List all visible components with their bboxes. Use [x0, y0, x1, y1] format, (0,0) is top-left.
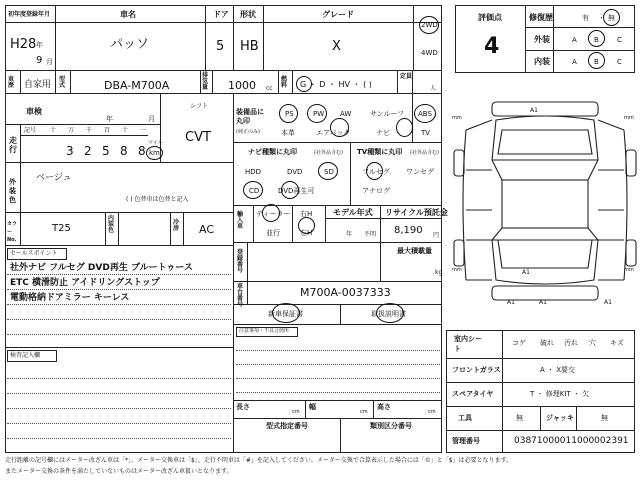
line: [5, 212, 233, 213]
equip-abs: ABS: [418, 110, 432, 118]
line: [340, 418, 341, 453]
body-type: HB: [240, 39, 259, 54]
tv-fullseg: フルセグ: [362, 168, 390, 176]
drive-2wd: 2WD: [421, 21, 438, 29]
line: [525, 5, 526, 73]
interior-label: 内装: [534, 57, 550, 66]
mileage-digit: 2: [84, 144, 92, 158]
circle-mark: [330, 118, 349, 137]
line: [7, 334, 231, 335]
line: [325, 205, 326, 242]
line: [183, 212, 184, 245]
repair-label: 修復歴: [529, 13, 553, 22]
model-year-label: モデル年式: [333, 208, 373, 217]
type-no-label: 型式指定番号: [266, 422, 308, 430]
line: [7, 274, 231, 275]
steer-right: 右H: [300, 210, 313, 218]
capacity-unit: 人: [430, 85, 437, 92]
sales-line-2: ETC 横滑防止 アイドリングストップ: [10, 278, 160, 288]
mm-label-2: mm: [624, 115, 634, 121]
line: [5, 124, 160, 125]
tv-oneseg: ワンセグ: [406, 168, 434, 176]
navi-hdd: HDD: [245, 168, 262, 176]
line: [292, 70, 293, 93]
score-label: 評価点: [478, 13, 502, 22]
steer-left: 左H: [300, 229, 313, 237]
circle-mark: [146, 146, 163, 160]
circle-mark: [262, 204, 280, 222]
line: [278, 70, 279, 93]
run-label: 走行: [9, 136, 17, 154]
line: [236, 350, 440, 351]
import-dealer: ディーラー: [256, 210, 291, 218]
damage-mark-3: A1: [522, 269, 530, 276]
repair-yes: 有: [582, 14, 589, 22]
line: [55, 5, 56, 70]
line: [233, 142, 442, 143]
circle-mark: [396, 118, 413, 137]
repair-no: 無: [608, 14, 615, 22]
sales-line-3: 電動格納ドアミラー キーレス: [10, 293, 130, 303]
drive-4wd: 4WD: [421, 49, 438, 57]
width-unit: cm: [360, 409, 368, 415]
exterior-a: A: [572, 36, 577, 44]
line: [502, 330, 503, 453]
line: [7, 393, 231, 394]
fuel-options: G ・ D ・ HV ・ ( ): [300, 80, 372, 89]
circle-mark: [318, 162, 338, 180]
line: [233, 324, 442, 325]
line: [20, 135, 148, 136]
separator: ・: [598, 14, 605, 22]
line: [525, 27, 635, 28]
tools-label: 工具: [458, 414, 472, 422]
max-load-unit: kg: [435, 269, 443, 276]
unit-mile: マイル: [148, 140, 163, 146]
equip-navi: ナビ: [376, 129, 390, 137]
line: [576, 406, 577, 430]
warranty-new: 新車保証書: [268, 310, 303, 318]
model-year-unit: 年: [346, 231, 353, 238]
ac-label: 冷房: [173, 219, 180, 232]
mm-label-4: mm: [624, 267, 634, 273]
tv-sub: (社外品含む): [410, 150, 439, 156]
line: [247, 242, 248, 304]
import-label: 輸入車: [237, 211, 244, 230]
line: [7, 319, 231, 320]
line: [20, 124, 21, 162]
line: [233, 5, 234, 70]
mileage-digit-header: 十: [50, 127, 57, 134]
tv-analog: アナログ: [362, 187, 390, 195]
equip-sunroof: サンルーフ: [370, 110, 405, 118]
mm-label-1: mm: [452, 115, 462, 121]
seat-condition-option: キズ: [610, 339, 624, 347]
interior-b: B: [594, 58, 599, 66]
width-label: 幅: [309, 403, 316, 411]
line: [7, 423, 231, 424]
line: [263, 5, 264, 70]
recycle-value: 8,190: [394, 225, 423, 236]
navi-title: ナビ種類に丸印: [248, 148, 297, 156]
mgmt-no-value: 03871000011000002391: [514, 436, 629, 446]
circle-mark: [419, 16, 439, 34]
damage-mark-1: A1: [530, 107, 538, 114]
line: [7, 378, 231, 379]
equip-leather: 本革: [281, 129, 295, 137]
car-name: パッソ: [110, 37, 150, 52]
navi-dvd: DVD: [287, 168, 303, 176]
line: [397, 70, 398, 93]
damage-mark-5: A1: [604, 299, 612, 306]
line: [20, 162, 21, 212]
color-no-label: カラーNo.: [7, 221, 18, 243]
windshield-options: A ・ X要交: [540, 366, 576, 374]
first-reg-month-unit: 月: [46, 58, 53, 66]
model-label: 型式: [59, 76, 66, 89]
mileage-digit: 8: [120, 144, 128, 158]
height-unit: cm: [428, 409, 436, 415]
jack-label: ジャッキ: [546, 414, 574, 422]
mileage-digit: 5: [102, 144, 110, 158]
header-divider: [5, 22, 442, 23]
inspection-year-unit: 年: [106, 115, 113, 123]
length-unit: cm: [292, 409, 300, 415]
circle-mark: [296, 76, 312, 92]
color-value: ベージュ: [36, 173, 72, 183]
mileage-digit-header: 千: [86, 127, 93, 134]
equip-aw: AW: [340, 110, 352, 118]
mgmt-no-label: 管理番号: [452, 437, 480, 445]
line: [7, 304, 231, 305]
line: [20, 212, 21, 245]
use-label: 車歴: [8, 76, 15, 89]
interior-a: A: [572, 58, 577, 66]
grade: X: [332, 39, 341, 54]
jack-value: 無: [601, 414, 608, 422]
equip-pw: PW: [313, 110, 325, 118]
line: [118, 212, 119, 245]
tv-title: TV種類に丸印: [357, 148, 403, 156]
chassis-value: M700A-0037333: [300, 286, 391, 299]
inspection-month-unit: 月: [148, 115, 155, 123]
shift-value: CVT: [185, 130, 211, 145]
circle-mark: [307, 104, 327, 123]
line: [525, 50, 635, 51]
displacement-label: 排気量: [202, 72, 209, 91]
circle-mark: [272, 303, 300, 323]
line: [5, 162, 233, 163]
line: [350, 142, 351, 205]
equip-tv: TV: [421, 129, 431, 137]
circle-mark: [588, 30, 605, 47]
model-year-unknown: 不明: [364, 231, 377, 238]
car-damage-diagram: [452, 90, 638, 320]
line: [553, 5, 554, 73]
line: [340, 304, 341, 324]
chassis-label: 車台番号: [237, 283, 244, 308]
line: [212, 70, 213, 93]
mileage-digit-header: 十: [122, 127, 129, 134]
import-parallel: 並行: [266, 229, 280, 237]
line: [233, 304, 442, 305]
height-label: 高さ: [377, 403, 391, 411]
interior-color-label: 内装色: [108, 215, 115, 234]
seat-condition-option: 汚れ: [564, 339, 578, 347]
footer-line-2: またメーター交換の条件を満たしていないものはメーター改ざん車扱いとなります。: [5, 468, 233, 475]
circle-mark: [366, 162, 383, 180]
line: [233, 400, 442, 401]
line: [7, 438, 231, 439]
exterior-label: 外装: [534, 35, 550, 44]
line: [236, 378, 440, 379]
circle-mark: [376, 303, 404, 323]
equip-ps: PS: [285, 110, 294, 118]
grade-label: グレード: [322, 10, 354, 19]
circle-mark: [603, 9, 620, 26]
mm-label-3: mm: [452, 267, 462, 273]
unit-km: km: [149, 149, 160, 157]
displacement: 1000: [228, 79, 256, 92]
mileage-digit: 3: [66, 144, 74, 158]
line: [446, 358, 635, 359]
line: [236, 392, 440, 393]
shift-label: シフト: [190, 103, 209, 110]
class-no-label: 類別区分番号: [370, 422, 412, 430]
line: [105, 212, 106, 245]
navi-dvd-play: DVD再生可: [278, 187, 315, 195]
footer-line-1: 走行距離の記号欄にはメーター改ざん車は「*」、メーター交換車は「$」、走行不明車は「#」を記入してください。メーター交換で合算表示した場合には「©」と「$」は必要となります。: [5, 457, 513, 464]
tools-value: 無: [516, 414, 523, 422]
sales-line-1: 社外ナビ フルセグ DVD再生 ブルートゥース: [10, 263, 193, 273]
line: [233, 93, 234, 358]
cc-unit: cc: [266, 85, 273, 92]
circle-mark: [281, 181, 299, 199]
mileage-digit: 8: [138, 144, 146, 158]
circle-mark: [243, 181, 263, 199]
spare-tire-label: スペアタイヤ: [452, 390, 494, 398]
body-label: 形状: [240, 10, 256, 19]
line: [233, 281, 442, 282]
line: [55, 70, 56, 93]
seat-condition-option: 破れ: [540, 339, 554, 347]
mileage-digit-header: 記号: [24, 127, 37, 134]
model: DBA-M700A: [104, 79, 170, 92]
line: [7, 289, 231, 290]
first-reg-year-unit: 年: [36, 41, 43, 49]
equipment-label: 装備品に丸印: [236, 108, 264, 125]
line: [292, 205, 293, 242]
first-reg-month: 9: [36, 55, 43, 66]
capacity-label: 定員: [400, 73, 413, 80]
mileage-digit-header: 一: [140, 127, 147, 134]
seat-condition-option: コゲ: [512, 339, 526, 347]
score-value: 4: [484, 34, 500, 59]
mileage-digit-header: 百: [104, 127, 111, 134]
line: [413, 5, 414, 70]
line: [233, 418, 442, 419]
navi-sd: SD: [324, 168, 334, 176]
line: [20, 70, 21, 93]
color-note: ( ) 色替車は色替と記入: [126, 196, 189, 203]
line: [233, 242, 442, 243]
recycle-label: リサイクル預託金: [385, 208, 448, 217]
navi-cd: CD: [249, 187, 260, 195]
defects-label: 注意事項・不具合箇所: [239, 328, 290, 334]
warranty-manual: 取扱説明書: [371, 310, 406, 318]
line: [253, 205, 254, 242]
length-label: 長さ: [236, 403, 250, 411]
max-load-label: 最大積載量: [397, 247, 432, 255]
car-name-label: 車名: [120, 10, 136, 19]
line: [373, 400, 374, 418]
interior-seat-label: 室内シート: [454, 335, 482, 353]
inspection-label: 車検: [26, 107, 42, 116]
line: [200, 70, 201, 93]
line: [446, 430, 635, 431]
circle-mark: [414, 104, 436, 123]
doors-label: ドア: [213, 10, 229, 19]
reg-no-label: 登録番号: [237, 249, 244, 274]
spare-tire-options: T ・ 修理KIT ・ 欠: [530, 390, 590, 398]
line: [412, 93, 413, 142]
circle-mark: [279, 104, 298, 123]
line: [5, 93, 442, 94]
interior-c: C: [617, 58, 622, 66]
exterior-b: B: [594, 36, 599, 44]
windshield-label: フロントガラス: [452, 366, 501, 374]
equipment-note: (純正のみ): [236, 129, 260, 135]
navi-sub: (社外品含む): [314, 150, 343, 156]
doors: 5: [216, 39, 225, 54]
line: [236, 364, 440, 365]
first-reg-year: H28: [10, 37, 37, 52]
damage-mark-2: A1: [539, 299, 547, 306]
color-label: 外装色: [9, 178, 16, 204]
exterior-c: C: [617, 36, 622, 44]
line: [305, 400, 306, 418]
inspector-label: 検査記入欄: [10, 352, 41, 359]
ac-value: AC: [199, 223, 215, 236]
line: [5, 347, 233, 348]
recycle-unit: 円: [433, 232, 440, 239]
circle-mark: [588, 52, 605, 69]
line: [325, 218, 442, 219]
line: [380, 205, 381, 281]
use: 自家用: [24, 80, 52, 90]
line: [7, 408, 231, 409]
color-no: T25: [52, 223, 71, 234]
line: [412, 70, 413, 93]
first-reg-label: 初年度登録年月: [8, 11, 51, 18]
equip-airbag: エアバック: [316, 129, 351, 137]
line: [70, 70, 71, 93]
seat-condition-option: 穴: [589, 339, 596, 347]
line: [5, 245, 233, 246]
line: [170, 212, 171, 245]
fuel-label: 燃料: [281, 76, 288, 89]
line: [540, 406, 541, 430]
damage-mark-4: A1: [507, 299, 515, 306]
sales-label: セールスポイント: [10, 250, 58, 257]
line: [205, 5, 206, 70]
line: [446, 382, 635, 383]
mileage-digit-header: 万: [68, 127, 75, 134]
